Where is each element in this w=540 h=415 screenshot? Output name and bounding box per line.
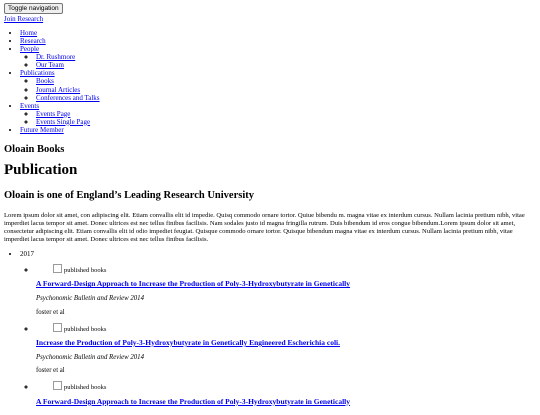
toggle-navigation-button[interactable]: Toggle navigation	[4, 3, 63, 14]
nav-link-publications[interactable]: Publications	[20, 69, 55, 78]
nav-link-conferences[interactable]: Conferences and Talks	[36, 93, 100, 102]
broken-image-icon	[53, 381, 62, 390]
nav-link-events[interactable]: Events	[20, 101, 40, 110]
site-title: Oloain Books	[4, 143, 65, 155]
nav-link-dr-rushmore[interactable]: Dr. Rushmore	[36, 53, 76, 62]
people-submenu	[20, 53, 536, 69]
nav-item-publications	[20, 69, 536, 101]
publication-image-alt: published books	[64, 325, 107, 333]
nav-link-home[interactable]: Home	[20, 29, 38, 38]
publication-item	[36, 323, 536, 376]
year-label: 2017	[20, 249, 34, 258]
nav-link-journal-articles[interactable]: Journal Articles	[36, 85, 81, 94]
publication-image	[36, 381, 106, 391]
publication-image-alt: published books	[64, 266, 107, 274]
join-research-link[interactable]: Join Research	[4, 15, 44, 24]
nav-subitem-dr-rushmore	[36, 53, 536, 61]
nav-item-people	[20, 45, 536, 69]
publication-image	[36, 323, 106, 333]
nav-link-events-single[interactable]: Events Single Page	[36, 117, 91, 126]
nav-link-future-member[interactable]: Future Member	[20, 125, 64, 134]
main-nav	[4, 29, 536, 134]
publication-authors: foster et al	[36, 308, 65, 316]
nav-subitem-conferences	[36, 94, 536, 102]
publication-item	[36, 381, 536, 406]
intro-paragraph: Lorem ipsum dolor sit amet, con adipiscing elit. Etiam convallis elit id impedie. Quisq commodo ornare tortor. Quiue bibendu m. magna vitae ex interdum cursus. Nullam lacinia pretium nibh, vitae imperdiet lacus tempor sit amet. Donec ultrices est nec tellus finibus facilisis. Nam sodales justo id magna fringilla rutrum. Duis bibendum id eros congue bibendum.Lorem ipsum dolor sit amet, consectetur adipiscing elit. Etiam convallis elit id odio impediet feugiat. Quisque commodo ornare tortor. Quisque bibendum magna vitae ex interdum cursus. Nullam lacinia pretium nibh, vitae imperdiet lacus tempor sit amet. Donec ultrices est nec tellus finibus facilisis.	[4, 212, 525, 243]
nav-item-events	[20, 102, 536, 126]
broken-image-icon	[53, 264, 62, 273]
nav-link-our-team[interactable]: Our Team	[36, 61, 64, 70]
nav-link-events-page[interactable]: Events Page	[36, 109, 71, 118]
nav-link-books[interactable]: Books	[36, 77, 54, 86]
nav-subitem-events-page	[36, 110, 536, 118]
publication-image-alt: published books	[64, 384, 107, 392]
publication-title-link[interactable]: A Forward-Design Approach to Increase the Production of Poly-3-Hydroxybutyrate in Genetically	[36, 279, 351, 289]
nav-item-research	[20, 37, 536, 45]
publications-submenu	[20, 77, 536, 101]
publication-image	[36, 264, 106, 274]
publication-journal: Psychonomic Bulletin and Review 2014	[36, 353, 144, 361]
publication-authors: foster et al	[36, 367, 65, 375]
nav-link-research[interactable]: Research	[20, 37, 46, 46]
publication-list	[20, 264, 536, 407]
publication-title-link[interactable]: A Forward-Design Approach to Increase the Production of Poly-3-Hydroxybutyrate in Genetically	[36, 396, 351, 406]
nav-link-people[interactable]: People	[20, 45, 40, 54]
nav-item-home	[20, 29, 536, 37]
page-subheading: Oloain is one of England’s Leading Research University	[4, 190, 254, 202]
events-submenu	[20, 110, 536, 126]
nav-subitem-books	[36, 77, 536, 85]
publication-years	[4, 250, 536, 407]
nav-subitem-our-team	[36, 61, 536, 69]
year-item	[20, 250, 536, 407]
nav-item-future-member	[20, 126, 536, 134]
broken-image-icon	[53, 323, 62, 332]
nav-subitem-events-single	[36, 118, 536, 126]
nav-subitem-journal-articles	[36, 86, 536, 94]
publication-journal: Psychonomic Bulletin and Review 2014	[36, 294, 144, 302]
publication-title-link[interactable]: Increase the Production of Poly-3-Hydroxybutyrate in Genetically Engineered Escherichia coli.	[36, 338, 341, 348]
page-title: Publication	[4, 161, 78, 178]
publication-item	[36, 264, 536, 317]
